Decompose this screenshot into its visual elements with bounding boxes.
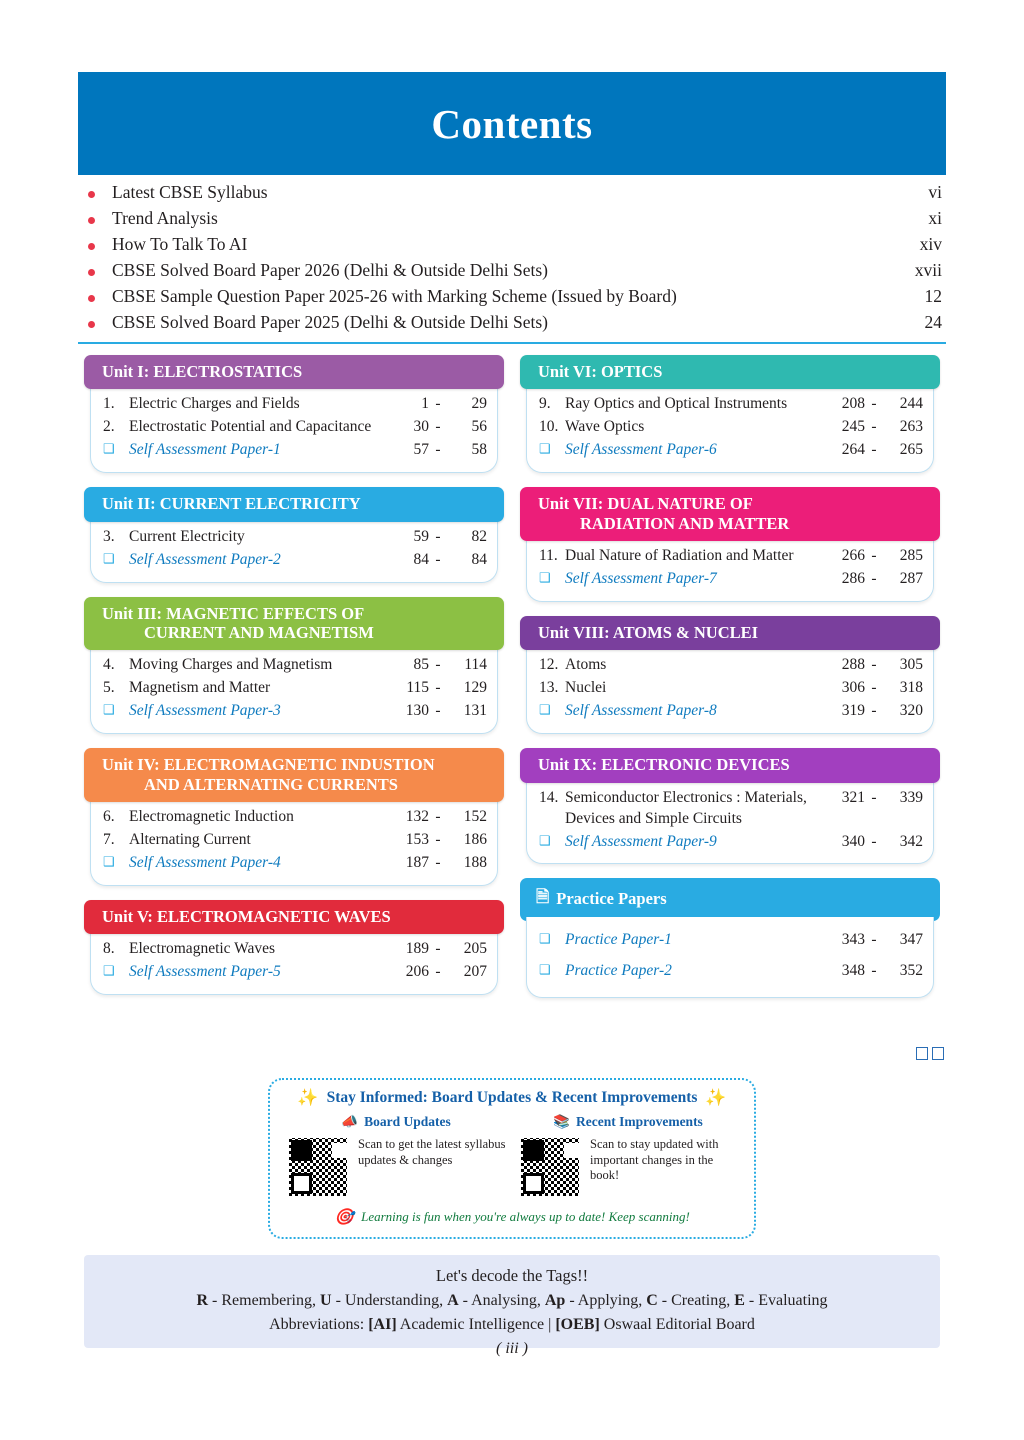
page-dash: - — [435, 831, 441, 849]
entry-title: Nuclei — [565, 679, 607, 697]
page-from: 245 — [841, 418, 865, 436]
self-assessment-row[interactable] — [103, 439, 487, 462]
self-assessment-row[interactable] — [539, 956, 923, 987]
frontmatter-row[interactable] — [78, 260, 946, 286]
page-dash: - — [871, 656, 877, 674]
frontmatter-page: vi — [928, 182, 942, 202]
page-to: 205 — [463, 940, 487, 958]
page-dash: - — [435, 702, 441, 720]
page-dash: - — [435, 418, 441, 436]
page-dash: - — [435, 940, 441, 958]
frontmatter-page: xvii — [914, 260, 942, 280]
page-to: 347 — [899, 931, 923, 949]
section-divider — [78, 342, 946, 344]
unit-heading-line1: Unit III: MAGNETIC EFFECTS OF — [102, 603, 365, 623]
unit-heading-line2: AND ALTERNATING CURRENTS — [144, 774, 398, 794]
unit-entries — [526, 779, 934, 865]
entry-title: Self Assessment Paper-6 — [565, 441, 717, 459]
page-from: 85 — [413, 656, 429, 674]
page-to: 129 — [463, 679, 487, 697]
chapter-number: 4. — [103, 656, 115, 674]
unit-heading-line1: Unit I: ELECTROSTATICS — [102, 362, 303, 381]
unit-entries — [526, 385, 934, 473]
unit-heading[interactable] — [84, 487, 504, 521]
page-dash: - — [871, 570, 877, 588]
page-to: 188 — [463, 854, 487, 872]
tag-code: A — [447, 1291, 459, 1309]
chapter-row[interactable] — [103, 829, 487, 852]
unit-heading-line1: Unit VII: DUAL NATURE OF — [538, 494, 753, 514]
page-dash: - — [435, 656, 441, 674]
chapter-number: 13. — [539, 679, 559, 697]
unit-heading-line1: Unit VI: OPTICS — [538, 362, 663, 381]
bullet-icon — [78, 321, 104, 328]
page-dash: - — [871, 547, 877, 565]
tag-code: C — [646, 1291, 658, 1309]
page-to: 152 — [463, 808, 487, 826]
unit-block — [84, 900, 504, 995]
page-header — [78, 72, 946, 175]
chapter-row[interactable] — [539, 787, 923, 831]
bullet-icon — [78, 243, 104, 250]
bullet-icon — [78, 295, 104, 302]
unit-entries — [90, 518, 498, 583]
chapter-number: 2. — [103, 418, 115, 436]
chapter-number: 1. — [103, 395, 115, 413]
page-from: 57 — [413, 441, 429, 459]
unit-block — [84, 355, 504, 473]
board-updates-promo — [268, 1078, 756, 1239]
megaphone-icon: 📣 — [341, 1114, 359, 1129]
page-to: 131 — [463, 702, 487, 720]
page-dash: - — [435, 395, 441, 413]
tag-code: Ap — [544, 1291, 566, 1309]
sparkle-icon: ✨ — [297, 1088, 319, 1107]
page-from: 30 — [413, 418, 429, 436]
frontmatter-row[interactable] — [78, 312, 946, 338]
unit-heading-line1: Unit V: ELECTROMAGNETIC WAVES — [102, 906, 391, 926]
end-of-page-marks — [916, 1047, 944, 1060]
entry-title: Moving Charges and Magnetism — [129, 656, 333, 674]
frontmatter-label: CBSE Sample Question Paper 2025-26 with Marking Scheme (Issued by Board) — [112, 286, 677, 306]
frontmatter-label: How To Talk To AI — [112, 234, 248, 254]
abbrev-code-oeb: [OEB] — [555, 1316, 600, 1334]
entry-title: Self Assessment Paper-8 — [565, 702, 717, 720]
square-mark-icon — [916, 1047, 928, 1060]
page-from: 59 — [413, 527, 429, 545]
page-dash: - — [435, 550, 441, 568]
page-to: 56 — [471, 418, 487, 436]
frontmatter-row[interactable] — [78, 286, 946, 312]
page-to: 114 — [464, 656, 487, 674]
page-dash: - — [435, 808, 441, 826]
frontmatter-list — [78, 182, 946, 338]
frontmatter-page: xiv — [919, 234, 942, 254]
unit-block — [520, 487, 940, 602]
page-to: 320 — [899, 702, 923, 720]
bullet-icon — [78, 217, 104, 224]
unit-heading-line1: Unit IV: ELECTROMAGNETIC INDUSTION — [102, 755, 435, 775]
self-assessment-row[interactable] — [103, 549, 487, 572]
chapter-number: 10. — [539, 418, 559, 436]
unit-entries — [90, 798, 498, 886]
frontmatter-row[interactable] — [78, 208, 946, 234]
page-to: 82 — [471, 527, 487, 545]
chapter-row[interactable] — [103, 806, 487, 829]
self-assessment-row[interactable] — [103, 961, 487, 984]
page-to: 84 — [471, 550, 487, 568]
page-from: 266 — [841, 547, 865, 565]
page-title: Contents — [431, 100, 593, 147]
page-dash: - — [871, 395, 877, 413]
page-from: 189 — [405, 940, 429, 958]
chapter-number: 11. — [539, 547, 558, 565]
page-from: 132 — [405, 808, 429, 826]
practice-papers-title: Practice Papers — [556, 889, 667, 909]
page-dash: - — [871, 679, 877, 697]
qr-code-recent-improvements[interactable] — [518, 1135, 582, 1199]
chapter-number: 14. — [539, 788, 559, 806]
page-dash: - — [871, 441, 877, 459]
entry-title: Practice Paper-2 — [565, 962, 672, 980]
units-column-left — [84, 355, 504, 1009]
target-icon: 🎯 — [334, 1209, 355, 1226]
document-icon: 🗎 — [536, 887, 550, 907]
unit-entries — [90, 646, 498, 734]
chapter-row[interactable] — [539, 416, 923, 439]
self-assessment-row[interactable] — [539, 568, 923, 591]
unit-heading[interactable] — [520, 616, 940, 650]
entry-title: Dual Nature of Radiation and Matter — [565, 547, 794, 565]
entry-title: Electrostatic Potential and Capacitance — [129, 418, 372, 436]
promo-footer-row — [280, 1207, 744, 1227]
practice-papers-entries — [526, 917, 934, 998]
unit-heading-line2: CURRENT AND MAGNETISM — [144, 623, 374, 643]
page-dash: - — [871, 702, 877, 720]
page-to: 318 — [899, 679, 923, 697]
chapter-row[interactable] — [103, 654, 487, 677]
abbrev-meaning-ai: Academic Intelligence | — [396, 1316, 556, 1334]
unit-heading[interactable] — [520, 748, 940, 782]
page-from: 206 — [405, 963, 429, 981]
frontmatter-row[interactable] — [78, 234, 946, 260]
checkbox-icon: ❑ — [539, 702, 551, 718]
frontmatter-label: Trend Analysis — [112, 208, 218, 228]
frontmatter-row[interactable] — [78, 182, 946, 208]
chapter-number: 9. — [539, 395, 551, 413]
page-from: 1 — [421, 395, 429, 413]
entry-title: Self Assessment Paper-9 — [565, 832, 717, 850]
page-from: 340 — [841, 832, 865, 850]
entry-title: Self Assessment Paper-3 — [129, 702, 281, 720]
entry-title: Atoms — [565, 656, 607, 674]
chapter-number: 8. — [103, 940, 115, 958]
self-assessment-row[interactable] — [539, 439, 923, 462]
page-from: 208 — [841, 395, 865, 413]
chapter-number: 3. — [103, 527, 115, 545]
practice-papers-heading[interactable] — [520, 878, 940, 921]
unit-heading[interactable] — [84, 355, 504, 389]
practice-papers-block — [520, 878, 940, 998]
abbrev-prefix: Abbreviations: — [269, 1316, 369, 1334]
unit-entries — [90, 385, 498, 473]
chapter-number: 7. — [103, 831, 115, 849]
page-from: 187 — [405, 854, 429, 872]
entry-title: Alternating Current — [129, 831, 251, 849]
page-from: 130 — [405, 702, 429, 720]
chapter-row[interactable] — [539, 545, 923, 568]
page-from: 319 — [841, 702, 865, 720]
chapter-number: 5. — [103, 679, 115, 697]
tags-abbreviations — [94, 1313, 930, 1338]
page-to: 58 — [471, 441, 487, 459]
page-dash: - — [435, 854, 441, 872]
page-number: ( iii ) — [496, 1340, 528, 1357]
entry-title: Self Assessment Paper-5 — [129, 963, 281, 981]
bullet-icon — [78, 191, 104, 198]
unit-block — [520, 748, 940, 864]
page-from: 84 — [413, 550, 429, 568]
entry-title: Magnetism and Matter — [129, 679, 271, 697]
sparkle-icon: ✨ — [705, 1088, 727, 1107]
page-dash: - — [435, 963, 441, 981]
page-from: 288 — [841, 656, 865, 674]
page-dash: - — [871, 962, 877, 980]
chapter-row[interactable] — [103, 938, 487, 961]
frontmatter-label: CBSE Solved Board Paper 2025 (Delhi & Outside Delhi Sets) — [112, 312, 549, 332]
checkbox-icon: ❑ — [539, 570, 551, 586]
promo-left-heading: Board Updates — [364, 1114, 451, 1129]
page-from: 115 — [406, 679, 429, 697]
unit-heading-line1: Unit VIII: ATOMS & NUCLEI — [538, 623, 759, 643]
unit-heading-line2: RADIATION AND MATTER — [580, 513, 790, 533]
tags-definitions — [94, 1289, 930, 1314]
page-dash: - — [871, 931, 877, 949]
page-to: 342 — [899, 832, 923, 850]
page-from: 321 — [841, 788, 865, 806]
chapter-row[interactable] — [103, 677, 487, 700]
books-icon: 📚 — [553, 1114, 570, 1129]
page-to: 265 — [899, 441, 923, 459]
tag-meaning: - Creating, — [657, 1291, 735, 1309]
tags-legend — [84, 1255, 940, 1348]
tag-meaning: - Remembering, — [208, 1291, 320, 1309]
promo-footer: Learning is fun when you're always up to date! Keep scanning! — [361, 1209, 690, 1224]
page-dash: - — [435, 527, 441, 545]
chapter-row[interactable] — [539, 654, 923, 677]
page-to: 285 — [899, 547, 923, 565]
frontmatter-page: 24 — [924, 312, 942, 332]
self-assessment-row[interactable] — [103, 700, 487, 723]
entry-title: Self Assessment Paper-7 — [565, 570, 717, 588]
page-to: 263 — [899, 418, 923, 436]
checkbox-icon: ❑ — [103, 854, 115, 870]
square-mark-icon — [932, 1047, 944, 1060]
entry-title: Current Electricity — [129, 527, 245, 545]
entry-title: Self Assessment Paper-1 — [129, 441, 281, 459]
chapter-row[interactable] — [103, 526, 487, 549]
unit-entries — [526, 646, 934, 734]
tag-meaning: - Analysing, — [458, 1291, 545, 1309]
entry-title: Electromagnetic Induction — [129, 808, 294, 826]
entry-title: Practice Paper-1 — [565, 931, 672, 949]
promo-board-updates — [280, 1114, 512, 1199]
page-dash: - — [871, 418, 877, 436]
units-column-right — [520, 355, 940, 1012]
page-to: 244 — [899, 395, 923, 413]
checkbox-icon: ❑ — [103, 550, 115, 566]
promo-right-heading: Recent Improvements — [575, 1114, 703, 1129]
frontmatter-page: 12 — [924, 286, 942, 306]
checkbox-icon: ❑ — [103, 702, 115, 718]
unit-block — [520, 355, 940, 473]
tag-code: R — [196, 1291, 209, 1309]
checkbox-icon: ❑ — [539, 962, 551, 978]
frontmatter-label: Latest CBSE Syllabus — [112, 182, 268, 202]
page-to: 339 — [899, 788, 923, 806]
entry-title: Electromagnetic Waves — [129, 940, 276, 958]
entry-title: Semiconductor Electronics : Materials, Devices and Simple Circuits — [565, 788, 807, 827]
unit-block — [84, 597, 504, 735]
tag-code: E — [734, 1291, 745, 1309]
frontmatter-label: CBSE Solved Board Paper 2026 (Delhi & Outside Delhi Sets) — [112, 260, 549, 280]
page-to: 305 — [899, 656, 923, 674]
unit-block — [84, 748, 504, 886]
frontmatter-page: xi — [928, 208, 942, 228]
page-to: 186 — [463, 831, 487, 849]
page-dash: - — [871, 832, 877, 850]
chapter-number: 12. — [539, 656, 559, 674]
chapter-number: 6. — [103, 808, 115, 826]
unit-block — [84, 487, 504, 582]
page-from: 306 — [841, 679, 865, 697]
tag-meaning: - Applying, — [565, 1291, 647, 1309]
page-dash: - — [435, 441, 441, 459]
abbrev-meaning-oeb: Oswaal Editorial Board — [599, 1316, 755, 1334]
promo-right-caption: Scan to stay updated with important changes in the book! — [590, 1137, 719, 1183]
bullet-icon — [78, 269, 104, 276]
unit-heading[interactable] — [520, 487, 940, 541]
page-from: 343 — [841, 931, 865, 949]
unit-entries — [526, 537, 934, 602]
page-dash: - — [871, 788, 877, 806]
unit-heading[interactable] — [84, 748, 504, 802]
unit-heading[interactable] — [84, 900, 504, 934]
promo-left-heading-row — [286, 1114, 506, 1130]
entry-title: Self Assessment Paper-4 — [129, 854, 281, 872]
checkbox-icon: ❑ — [539, 441, 551, 457]
unit-heading-line1: Unit IX: ELECTRONIC DEVICES — [538, 755, 790, 775]
chapter-row[interactable] — [539, 393, 923, 416]
page-from: 286 — [841, 570, 865, 588]
page-to: 287 — [899, 570, 923, 588]
unit-heading[interactable] — [520, 355, 940, 389]
unit-heading-line1: Unit II: CURRENT ELECTRICITY — [102, 494, 361, 514]
page-from: 264 — [841, 441, 865, 459]
page-dash: - — [435, 679, 441, 697]
page-to: 207 — [463, 963, 487, 981]
abbrev-code-ai: [AI] — [368, 1316, 397, 1334]
entry-title: Ray Optics and Optical Instruments — [565, 395, 788, 413]
self-assessment-row[interactable] — [539, 700, 923, 723]
self-assessment-row[interactable] — [539, 831, 923, 854]
chapter-row[interactable] — [103, 393, 487, 416]
checkbox-icon: ❑ — [539, 931, 551, 947]
promo-title: Stay Informed: Board Updates & Recent Improvements — [326, 1089, 698, 1106]
self-assessment-row[interactable] — [539, 925, 923, 956]
page-to: 352 — [899, 962, 923, 980]
checkbox-icon: ❑ — [103, 441, 115, 457]
page-to: 29 — [471, 395, 487, 413]
entry-title: Self Assessment Paper-2 — [129, 550, 281, 568]
promo-left-caption: Scan to get the latest syllabus updates & changes — [358, 1137, 506, 1167]
unit-heading[interactable] — [84, 597, 504, 651]
checkbox-icon: ❑ — [103, 963, 115, 979]
tag-meaning: - Understanding, — [331, 1291, 448, 1309]
unit-block — [520, 616, 940, 734]
unit-entries — [90, 930, 498, 995]
tags-title: Let's decode the Tags!! — [435, 1266, 589, 1285]
page-from: 348 — [841, 962, 865, 980]
qr-code-board-updates[interactable] — [286, 1135, 350, 1199]
promo-title-row — [280, 1088, 744, 1108]
promo-recent-improvements — [512, 1114, 744, 1199]
chapter-row[interactable] — [539, 677, 923, 700]
tag-meaning: - Evaluating — [744, 1291, 828, 1309]
entry-title: Electric Charges and Fields — [129, 395, 300, 413]
tag-code: U — [320, 1291, 332, 1309]
promo-right-heading-row — [518, 1114, 738, 1130]
page-from: 153 — [405, 831, 429, 849]
entry-title: Wave Optics — [565, 418, 645, 436]
self-assessment-row[interactable] — [103, 852, 487, 875]
checkbox-icon: ❑ — [539, 832, 551, 848]
chapter-row[interactable] — [103, 416, 487, 439]
